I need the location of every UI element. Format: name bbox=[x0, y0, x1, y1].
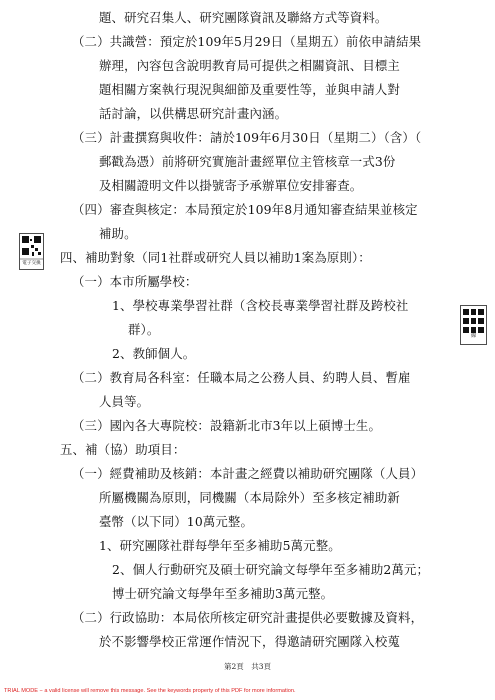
body-line-21: 所屬機關為原則，同機關（本局除外）至多核定補助新 bbox=[99, 490, 400, 505]
body-line-17: 人員等。 bbox=[99, 394, 150, 409]
body-line-9: （四）審查與核定：本局預定於109年8月通知審查結果並核定 bbox=[72, 202, 418, 217]
body-line-27: 於不影響學校正常運作情況下，得邀請研究團隊入校蒐 bbox=[99, 634, 400, 649]
body-line-26: （二）行政協助：本局依所核定研究計畫提供必要數據及資料， bbox=[72, 610, 424, 625]
page-footer: 第2頁 共3頁 bbox=[223, 662, 272, 671]
body-line-12: （一）本市所屬學校： bbox=[72, 274, 198, 289]
body-line-23: 1、研究團隊社群每學年至多補助5萬元整。 bbox=[99, 538, 341, 553]
body-line-18: （三）國內各大專院校：設籍新北市3年以上碩博士生。 bbox=[72, 418, 382, 433]
seal-right-caption: 線 bbox=[470, 333, 476, 339]
body-line-20: （一）經費補助及核銷：本計畫之經費以補助研究團隊（人員） bbox=[72, 466, 424, 481]
body-line-24: 2、個人行動研究及碩士研究論文每學年至多補助2萬元； bbox=[112, 562, 430, 577]
section-heading-5: 五、補（協）助項目： bbox=[60, 442, 186, 457]
body-line-5: 話討論，以供構思研究計畫內涵。 bbox=[99, 106, 288, 121]
body-line-14: 群）。 bbox=[128, 322, 160, 337]
body-line-8: 及相關證明文件以掛號寄予承辦單位安排審查。 bbox=[99, 178, 363, 193]
body-line-16: （二）教育局各科室：任職本局之公務人員、約聘人員、暫雇 bbox=[72, 370, 411, 385]
body-line-15: 2、教師個人。 bbox=[112, 346, 196, 361]
body-line-10: 補助。 bbox=[99, 226, 137, 241]
body-line-3: 辦理，內容包含說明教育局可提供之相關資訊、目標主 bbox=[99, 58, 400, 73]
section-heading-4: 四、補助對象（同1社群或研究人員以補助1案為原則）： bbox=[60, 250, 371, 265]
body-line-4: 題相關方案執行現況與細節及重要性等，並與申請人對 bbox=[99, 82, 400, 97]
body-line-1: 題、研究召集人、研究團隊資訊及聯絡方式等資料。 bbox=[99, 10, 388, 25]
body-line-7: 郵戳為憑）前將研究實施計畫經單位主管核章一式3份 bbox=[99, 154, 396, 169]
trial-watermark: TRIAL MODE − a valid license will remove this message. See the keywords property of this PDF for more information. bbox=[4, 688, 296, 694]
body-line-22: 臺幣（以下同）10萬元整。 bbox=[99, 514, 254, 529]
seal-left-caption: 電子交換 bbox=[22, 261, 41, 266]
body-line-13: 1、學校專業學習社群（含校長專業學習社群及跨校社 bbox=[112, 298, 409, 313]
body-line-25: 博士研究論文每學年至多補助3萬元整。 bbox=[112, 586, 334, 601]
body-line-2: （二）共識營：預定於109年5月29日（星期五）前依申請結果 bbox=[72, 34, 422, 49]
body-line-6: （三）計畫撰寫與收件：請於109年6月30日（星期二）（含）（ bbox=[72, 130, 422, 145]
